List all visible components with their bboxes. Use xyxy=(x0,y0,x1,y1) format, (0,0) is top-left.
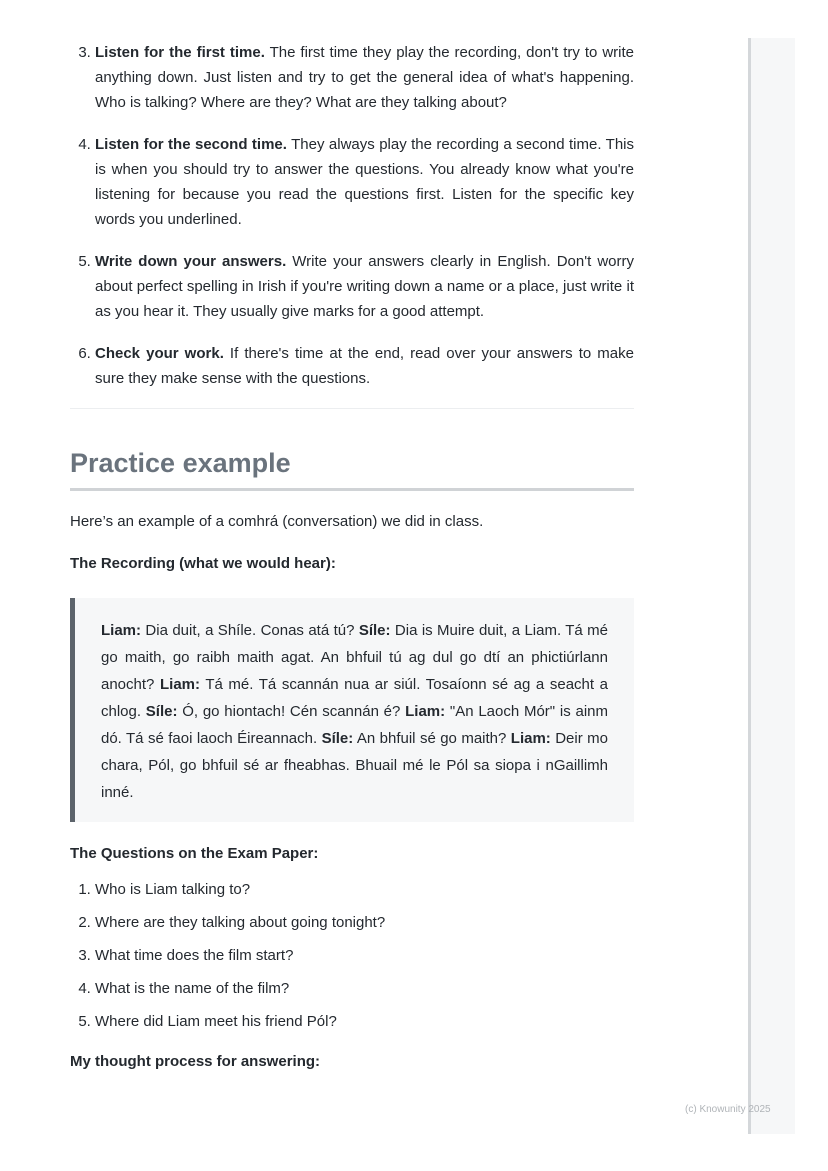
question-item: 2. Where are they talking about going tonight? xyxy=(95,913,634,933)
speaker-name: Liam: xyxy=(159,676,200,693)
step-item xyxy=(95,40,634,115)
speaker-name: Síle: xyxy=(358,622,391,639)
question-item: 4. What is the name of the film? xyxy=(95,979,634,999)
speaker-name: Liam: xyxy=(405,703,446,720)
divider xyxy=(70,408,634,409)
dialogue-line: Deir mo chara, Pól, go bhfuil sé ar fheabhas. Bhuail mé le Pól sa siopa i nGaillimh inné. xyxy=(101,730,608,801)
dialogue-line: Dia is Muire duit, a Liam. Tá mé go maith, go raibh maith agat. An bhfuil tú ag dul go dtí an phictiúrlann anocht? xyxy=(101,622,608,693)
thought-process-heading: My thought process for answering: xyxy=(70,1053,321,1070)
watermark: (c) Knowunity 2025 xyxy=(685,1104,771,1115)
dialogue-line: "An Laoch Mór" is ainm dó. Tá sé faoi laoch Éireannach. xyxy=(101,703,608,747)
questions-list xyxy=(70,880,634,1032)
step-item xyxy=(95,341,634,391)
step-title: Listen for the first time. xyxy=(95,44,265,61)
question-item: 3. What time does the film start? xyxy=(95,946,634,966)
step-title: Write down your answers. xyxy=(95,253,287,270)
side-panel xyxy=(748,38,795,1134)
step-text: Write your answers clearly in English. Don't worry about perfect spelling in Irish if you're writing down a name or a place, just write it as you hear it. They usually give marks for a good attempt. xyxy=(95,253,634,320)
step-title: Listen for the second time. xyxy=(95,136,287,153)
dialogue-line: An bhfuil sé go maith? xyxy=(353,730,511,747)
speaker-name: Liam: xyxy=(510,730,551,747)
step-title: Check your work. xyxy=(95,345,224,362)
step-text: If there's time at the end, read over your answers to make sure they make sense with the questions. xyxy=(95,345,634,387)
step-item xyxy=(95,249,634,324)
speaker-name: Liam: xyxy=(101,622,142,639)
document-content xyxy=(70,40,634,1072)
question-item: 1. Who is Liam talking to? xyxy=(95,880,634,900)
dialogue-line: Tá mé. Tá scannán nua ar siúl. Tosaíonn sé ag a seacht a chlog. xyxy=(101,676,608,720)
step-item xyxy=(95,132,634,232)
speaker-name: Síle: xyxy=(145,703,178,720)
dialogue-blockquote xyxy=(70,598,634,822)
intro-paragraph: Here’s an example of a comhrá (conversation) we did in class. xyxy=(70,513,484,530)
dialogue-line: Ó, go hiontach! Cén scannán é? xyxy=(177,703,406,720)
recording-heading: The Recording (what we would hear): xyxy=(70,555,336,572)
dialogue-line: Dia duit, a Shíle. Conas atá tú? xyxy=(141,622,359,639)
step-text: They always play the recording a second time. This is when you should try to answer the questions. You already know what you're listening for because you read the questions first. Listen for the specific key words you underlined. xyxy=(95,136,634,228)
speaker-name: Síle: xyxy=(321,730,354,747)
section-title: Practice example xyxy=(70,447,634,491)
question-item: 5. Where did Liam meet his friend Pól? xyxy=(95,1012,634,1032)
step-text: The first time they play the recording, don't try to write anything down. Just listen and try to get the general idea of what's happening. Who is talking? Where are they? What are they talking about? xyxy=(95,44,634,111)
questions-heading: The Questions on the Exam Paper: xyxy=(70,845,319,862)
steps-list xyxy=(70,40,634,391)
